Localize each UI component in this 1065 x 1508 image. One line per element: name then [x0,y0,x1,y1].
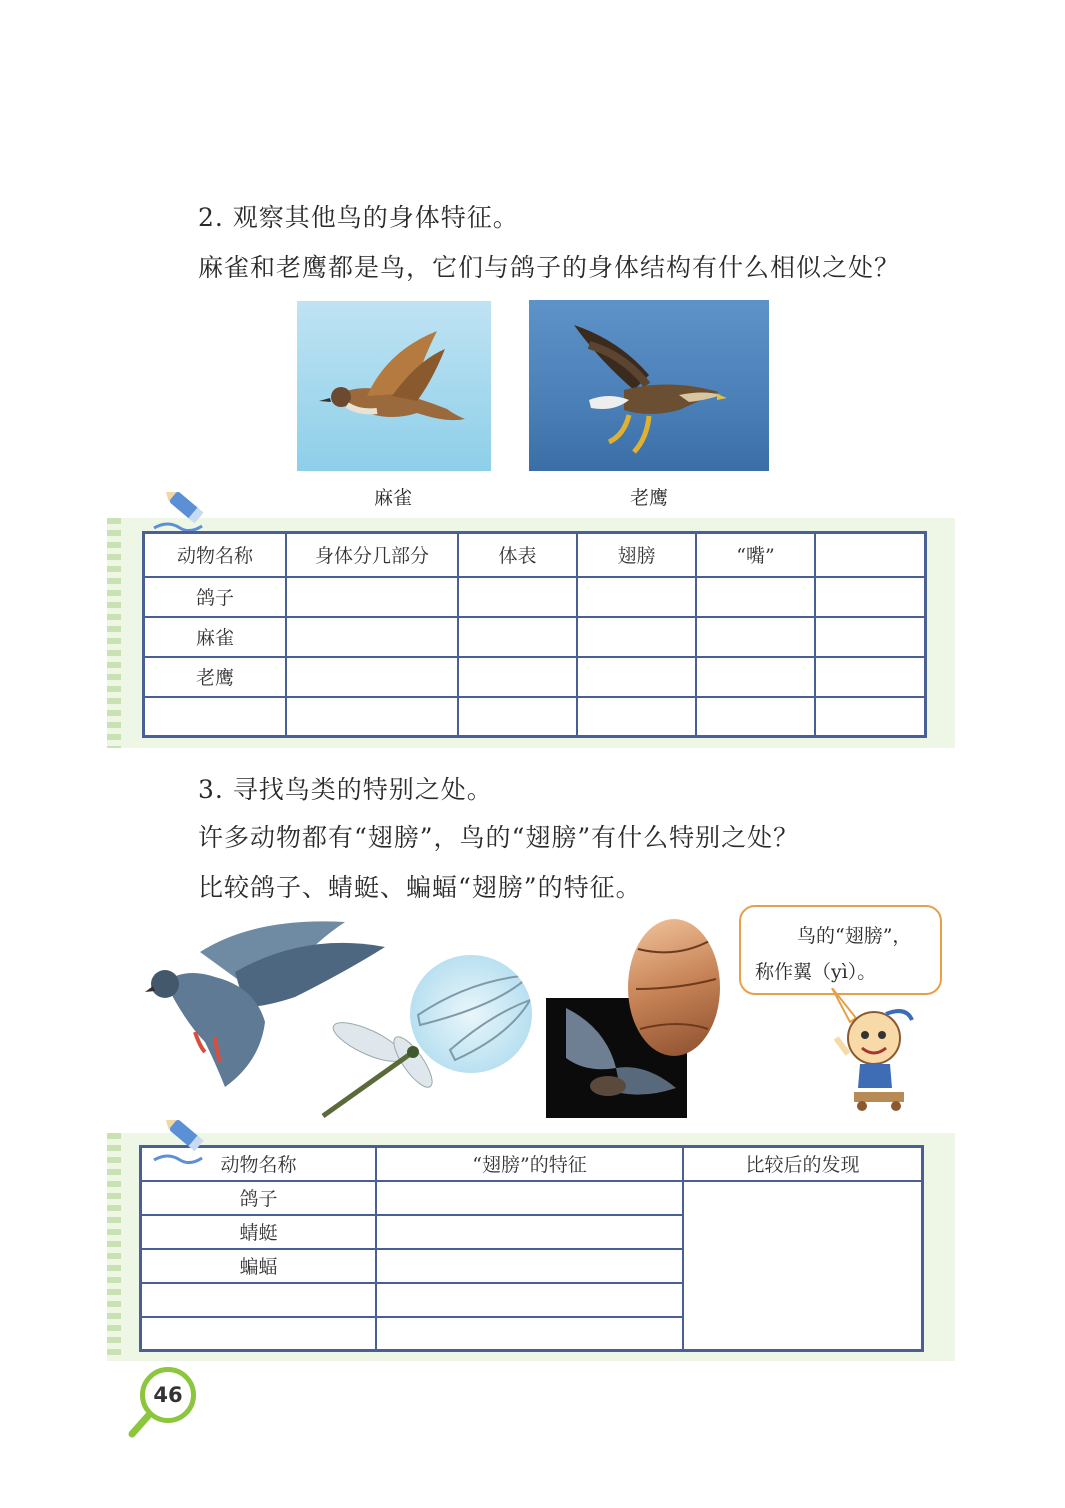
findings-cell [683,1181,923,1351]
pencil-icon [150,1120,206,1174]
table2-row-label: 蜻蜓 [141,1215,377,1249]
sparrow-photo [297,301,491,471]
page-number: 46 [140,1367,196,1423]
bubble-line1: 鸟的“翅膀”， [797,925,912,947]
speech-bubble [739,905,942,995]
section2-question: 麻雀和老鹰都是鸟，它们与鸽子的身体结构有什么相似之处？ [198,253,901,282]
table1-row-label: 老鹰 [144,657,287,697]
table1-row-label: 鸽子 [144,577,287,617]
table2-row-label [141,1317,377,1351]
eagle-photo [529,300,769,471]
table2-header: 比较后的发现 [683,1147,923,1181]
bat-wing-closeup [628,919,720,1056]
table1-row-label: 麻雀 [144,617,287,657]
table2-header: 动物名称 [141,1147,377,1181]
mascot-icon [826,988,926,1113]
bubble-line2: 称作翼（yì）。 [755,961,877,983]
table1-header: 动物名称 [144,533,287,577]
panel-edge [107,518,121,748]
sparrow-caption: 麻雀 [373,487,412,509]
section3-instruction: 比较鸽子、蜻蜓、蝙蝠“翅膀”的特征。 [198,873,642,902]
magnifier-handle-icon [126,1412,156,1442]
panel-edge [107,1133,121,1361]
eagle-caption: 老鹰 [629,487,668,509]
table1-header: 翅膀 [577,533,696,577]
table2-row-label: 鸽子 [141,1181,377,1215]
section2-heading: 2. 观察其他鸟的身体特征。 [198,203,519,232]
table1-header: 体表 [458,533,577,577]
table1-header: “嘴” [696,533,815,577]
table1-header [815,533,926,577]
table2 [139,1145,924,1352]
section3-question: 许多动物都有“翅膀”，鸟的“翅膀”有什么特别之处？ [198,823,800,852]
table2-header: “翅膀”的特征 [376,1147,683,1181]
table1 [142,531,927,738]
table2-row-label: 蝙蝠 [141,1249,377,1283]
table1-header: 身体分几部分 [286,533,458,577]
table2-row-label [141,1283,377,1317]
table1-row-label [144,697,287,737]
section3-heading: 3. 寻找鸟类的特别之处。 [198,775,493,804]
dragonfly-wing-closeup [410,955,532,1073]
